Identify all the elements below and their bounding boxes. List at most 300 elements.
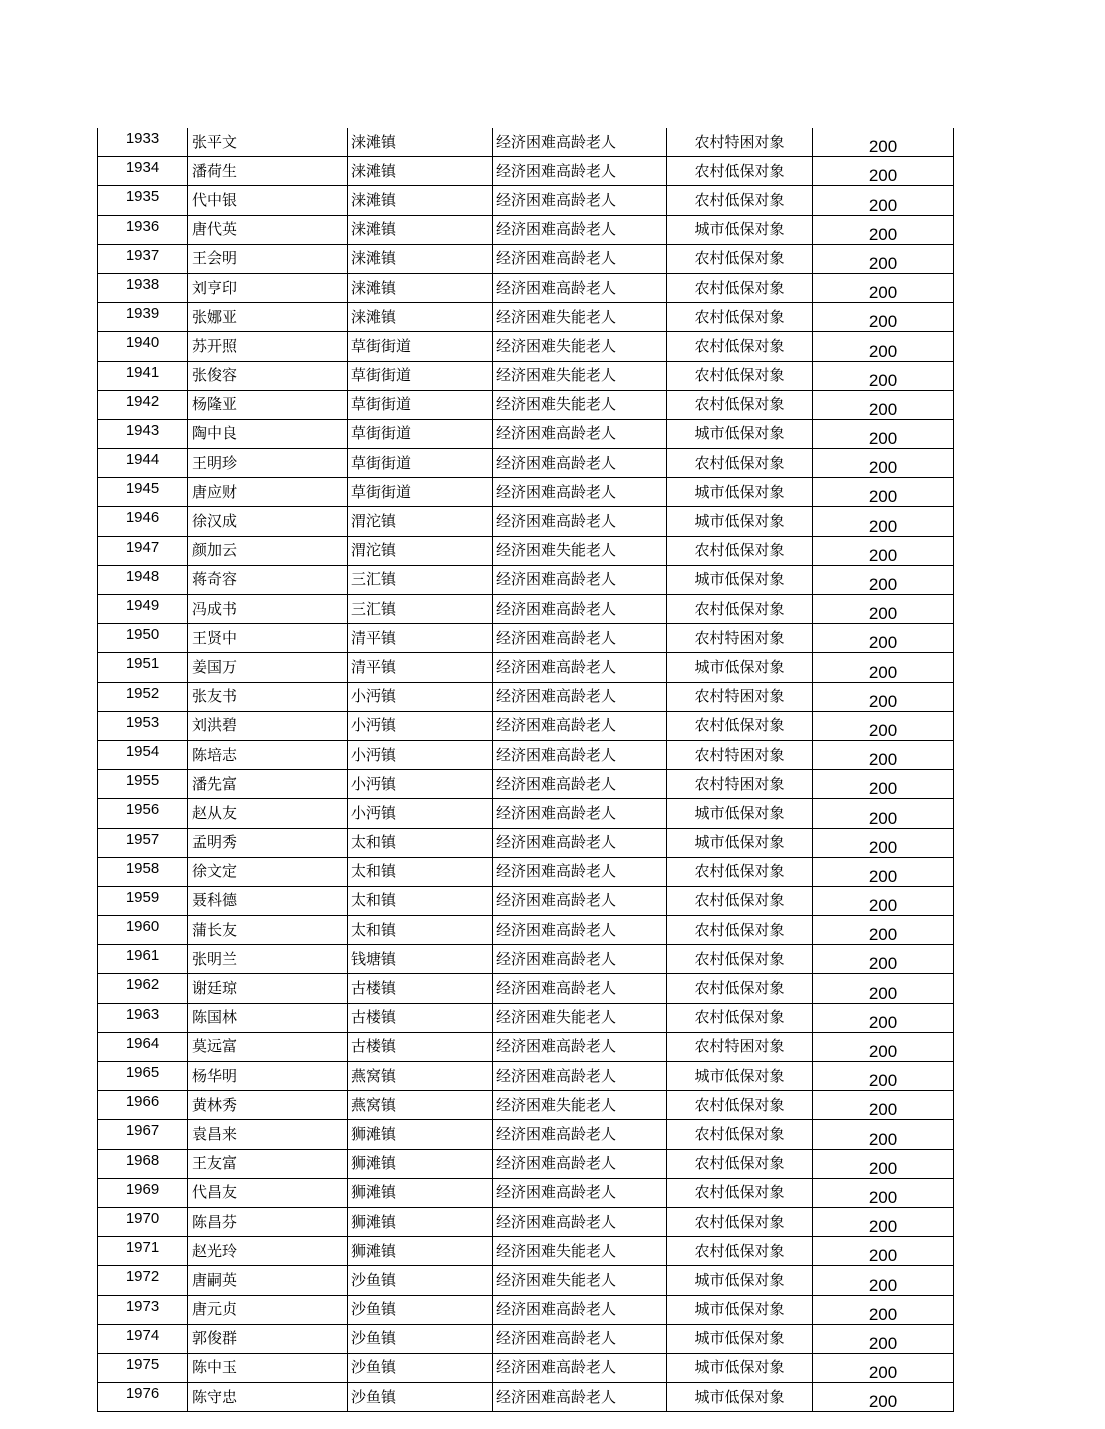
assistance-category-cell: 农村低保对象 xyxy=(667,1207,813,1236)
town-cell: 清平镇 xyxy=(348,624,493,653)
name-cell: 杨华明 xyxy=(188,1062,348,1091)
assistance-category-cell: 城市低保对象 xyxy=(667,419,813,448)
name-cell: 潘先富 xyxy=(188,770,348,799)
table-row xyxy=(98,390,954,419)
amount-cell: 200 xyxy=(813,1295,954,1324)
elder-type-cell: 经济困难高龄老人 xyxy=(493,682,667,711)
serial-number-cell: 1961 xyxy=(98,945,188,974)
table-row xyxy=(98,1266,954,1295)
assistance-category-cell: 农村低保对象 xyxy=(667,1003,813,1032)
table-row xyxy=(98,624,954,653)
assistance-category-cell: 城市低保对象 xyxy=(667,478,813,507)
elder-type-cell: 经济困难高龄老人 xyxy=(493,157,667,186)
elder-type-cell: 经济困难失能老人 xyxy=(493,1237,667,1266)
assistance-category-cell: 农村特困对象 xyxy=(667,128,813,157)
table-row xyxy=(98,1062,954,1091)
serial-number-cell: 1941 xyxy=(98,361,188,390)
table-row xyxy=(98,886,954,915)
table-row xyxy=(98,945,954,974)
name-cell: 陈守忠 xyxy=(188,1383,348,1412)
elder-type-cell: 经济困难高龄老人 xyxy=(493,478,667,507)
serial-number-cell: 1946 xyxy=(98,507,188,536)
elder-type-cell: 经济困难失能老人 xyxy=(493,1003,667,1032)
elder-type-cell: 经济困难高龄老人 xyxy=(493,1324,667,1353)
amount-cell: 200 xyxy=(813,244,954,273)
assistance-category-cell: 城市低保对象 xyxy=(667,653,813,682)
serial-number-cell: 1957 xyxy=(98,828,188,857)
table-row xyxy=(98,478,954,507)
name-cell: 张俊容 xyxy=(188,361,348,390)
name-cell: 谢廷琼 xyxy=(188,974,348,1003)
amount-cell: 200 xyxy=(813,332,954,361)
serial-number-cell: 1972 xyxy=(98,1266,188,1295)
amount-cell: 200 xyxy=(813,157,954,186)
table-row xyxy=(98,1353,954,1382)
serial-number-cell: 1955 xyxy=(98,770,188,799)
amount-cell: 200 xyxy=(813,1324,954,1353)
elder-type-cell: 经济困难高龄老人 xyxy=(493,624,667,653)
name-cell: 陈中玉 xyxy=(188,1353,348,1382)
table-row xyxy=(98,1178,954,1207)
table-row xyxy=(98,770,954,799)
elder-type-cell: 经济困难高龄老人 xyxy=(493,740,667,769)
elder-type-cell: 经济困难失能老人 xyxy=(493,1266,667,1295)
elder-type-cell: 经济困难高龄老人 xyxy=(493,1178,667,1207)
table-row xyxy=(98,1149,954,1178)
elder-type-cell: 经济困难高龄老人 xyxy=(493,653,667,682)
table-row xyxy=(98,916,954,945)
table-row xyxy=(98,244,954,273)
table-row xyxy=(98,128,954,157)
town-cell: 草街街道 xyxy=(348,332,493,361)
serial-number-cell: 1952 xyxy=(98,682,188,711)
elder-type-cell: 经济困难高龄老人 xyxy=(493,1295,667,1324)
name-cell: 杨隆亚 xyxy=(188,390,348,419)
amount-cell: 200 xyxy=(813,419,954,448)
name-cell: 冯成书 xyxy=(188,595,348,624)
amount-cell: 200 xyxy=(813,507,954,536)
name-cell: 颜加云 xyxy=(188,536,348,565)
elder-type-cell: 经济困难高龄老人 xyxy=(493,1032,667,1061)
town-cell: 小沔镇 xyxy=(348,682,493,711)
assistance-category-cell: 农村低保对象 xyxy=(667,536,813,565)
serial-number-cell: 1973 xyxy=(98,1295,188,1324)
amount-cell: 200 xyxy=(813,1091,954,1120)
town-cell: 三汇镇 xyxy=(348,565,493,594)
amount-cell: 200 xyxy=(813,916,954,945)
town-cell: 草街街道 xyxy=(348,390,493,419)
table-row xyxy=(98,799,954,828)
amount-cell: 200 xyxy=(813,536,954,565)
assistance-category-cell: 城市低保对象 xyxy=(667,1295,813,1324)
town-cell: 燕窝镇 xyxy=(348,1091,493,1120)
elder-type-cell: 经济困难失能老人 xyxy=(493,536,667,565)
elder-type-cell: 经济困难高龄老人 xyxy=(493,711,667,740)
serial-number-cell: 1935 xyxy=(98,186,188,215)
town-cell: 古楼镇 xyxy=(348,1032,493,1061)
amount-cell: 200 xyxy=(813,740,954,769)
name-cell: 陈培志 xyxy=(188,740,348,769)
serial-number-cell: 1968 xyxy=(98,1149,188,1178)
assistance-category-cell: 城市低保对象 xyxy=(667,1383,813,1412)
name-cell: 刘亨印 xyxy=(188,273,348,302)
serial-number-cell: 1945 xyxy=(98,478,188,507)
town-cell: 三汇镇 xyxy=(348,595,493,624)
name-cell: 蒋奇容 xyxy=(188,565,348,594)
assistance-category-cell: 农村低保对象 xyxy=(667,244,813,273)
name-cell: 聂科德 xyxy=(188,886,348,915)
table-row xyxy=(98,1091,954,1120)
amount-cell: 200 xyxy=(813,1178,954,1207)
table-row xyxy=(98,828,954,857)
serial-number-cell: 1937 xyxy=(98,244,188,273)
elder-type-cell: 经济困难失能老人 xyxy=(493,1091,667,1120)
serial-number-cell: 1942 xyxy=(98,390,188,419)
table-row xyxy=(98,1207,954,1236)
amount-cell: 200 xyxy=(813,303,954,332)
table-row xyxy=(98,536,954,565)
elder-type-cell: 经济困难高龄老人 xyxy=(493,595,667,624)
name-cell: 王会明 xyxy=(188,244,348,273)
assistance-category-cell: 农村低保对象 xyxy=(667,916,813,945)
name-cell: 唐应财 xyxy=(188,478,348,507)
town-cell: 涞滩镇 xyxy=(348,157,493,186)
name-cell: 代中银 xyxy=(188,186,348,215)
name-cell: 黄林秀 xyxy=(188,1091,348,1120)
serial-number-cell: 1947 xyxy=(98,536,188,565)
name-cell: 袁昌来 xyxy=(188,1120,348,1149)
town-cell: 太和镇 xyxy=(348,857,493,886)
serial-number-cell: 1965 xyxy=(98,1062,188,1091)
serial-number-cell: 1933 xyxy=(98,128,188,157)
amount-cell: 200 xyxy=(813,390,954,419)
serial-number-cell: 1971 xyxy=(98,1237,188,1266)
town-cell: 古楼镇 xyxy=(348,974,493,1003)
serial-number-cell: 1959 xyxy=(98,886,188,915)
elder-type-cell: 经济困难高龄老人 xyxy=(493,507,667,536)
table-row xyxy=(98,303,954,332)
elder-type-cell: 经济困难高龄老人 xyxy=(493,799,667,828)
elder-type-cell: 经济困难高龄老人 xyxy=(493,1062,667,1091)
town-cell: 小沔镇 xyxy=(348,799,493,828)
town-cell: 钱塘镇 xyxy=(348,945,493,974)
town-cell: 太和镇 xyxy=(348,886,493,915)
town-cell: 涞滩镇 xyxy=(348,128,493,157)
town-cell: 清平镇 xyxy=(348,653,493,682)
subsidy-table xyxy=(97,128,954,1412)
elder-type-cell: 经济困难高龄老人 xyxy=(493,1383,667,1412)
amount-cell: 200 xyxy=(813,1149,954,1178)
name-cell: 张明兰 xyxy=(188,945,348,974)
elder-type-cell: 经济困难失能老人 xyxy=(493,303,667,332)
serial-number-cell: 1954 xyxy=(98,740,188,769)
assistance-category-cell: 农村低保对象 xyxy=(667,1178,813,1207)
town-cell: 涞滩镇 xyxy=(348,303,493,332)
amount-cell: 200 xyxy=(813,1237,954,1266)
table-row xyxy=(98,449,954,478)
serial-number-cell: 1936 xyxy=(98,215,188,244)
name-cell: 陶中良 xyxy=(188,419,348,448)
assistance-category-cell: 农村低保对象 xyxy=(667,595,813,624)
name-cell: 唐嗣英 xyxy=(188,1266,348,1295)
table-row xyxy=(98,1032,954,1061)
name-cell: 孟明秀 xyxy=(188,828,348,857)
town-cell: 狮滩镇 xyxy=(348,1120,493,1149)
serial-number-cell: 1939 xyxy=(98,303,188,332)
assistance-category-cell: 城市低保对象 xyxy=(667,565,813,594)
elder-type-cell: 经济困难高龄老人 xyxy=(493,273,667,302)
town-cell: 狮滩镇 xyxy=(348,1178,493,1207)
town-cell: 涞滩镇 xyxy=(348,273,493,302)
name-cell: 赵从友 xyxy=(188,799,348,828)
table-row xyxy=(98,1120,954,1149)
assistance-category-cell: 农村低保对象 xyxy=(667,857,813,886)
serial-number-cell: 1974 xyxy=(98,1324,188,1353)
name-cell: 刘洪碧 xyxy=(188,711,348,740)
table-row xyxy=(98,273,954,302)
serial-number-cell: 1976 xyxy=(98,1383,188,1412)
amount-cell: 200 xyxy=(813,273,954,302)
elder-type-cell: 经济困难高龄老人 xyxy=(493,186,667,215)
elder-type-cell: 经济困难高龄老人 xyxy=(493,770,667,799)
table-row xyxy=(98,1295,954,1324)
name-cell: 莫远富 xyxy=(188,1032,348,1061)
elder-type-cell: 经济困难高龄老人 xyxy=(493,974,667,1003)
town-cell: 渭沱镇 xyxy=(348,536,493,565)
town-cell: 小沔镇 xyxy=(348,711,493,740)
amount-cell: 200 xyxy=(813,478,954,507)
elder-type-cell: 经济困难高龄老人 xyxy=(493,945,667,974)
assistance-category-cell: 农村低保对象 xyxy=(667,449,813,478)
amount-cell: 200 xyxy=(813,799,954,828)
assistance-category-cell: 农村低保对象 xyxy=(667,303,813,332)
name-cell: 唐代英 xyxy=(188,215,348,244)
elder-type-cell: 经济困难高龄老人 xyxy=(493,1120,667,1149)
amount-cell: 200 xyxy=(813,653,954,682)
town-cell: 沙鱼镇 xyxy=(348,1383,493,1412)
elder-type-cell: 经济困难高龄老人 xyxy=(493,828,667,857)
town-cell: 狮滩镇 xyxy=(348,1207,493,1236)
town-cell: 沙鱼镇 xyxy=(348,1353,493,1382)
elder-type-cell: 经济困难高龄老人 xyxy=(493,244,667,273)
serial-number-cell: 1970 xyxy=(98,1207,188,1236)
serial-number-cell: 1958 xyxy=(98,857,188,886)
serial-number-cell: 1967 xyxy=(98,1120,188,1149)
assistance-category-cell: 城市低保对象 xyxy=(667,507,813,536)
name-cell: 唐元贞 xyxy=(188,1295,348,1324)
serial-number-cell: 1962 xyxy=(98,974,188,1003)
assistance-category-cell: 农村特困对象 xyxy=(667,624,813,653)
town-cell: 草街街道 xyxy=(348,478,493,507)
name-cell: 陈国林 xyxy=(188,1003,348,1032)
name-cell: 苏开照 xyxy=(188,332,348,361)
assistance-category-cell: 农村低保对象 xyxy=(667,974,813,1003)
elder-type-cell: 经济困难高龄老人 xyxy=(493,449,667,478)
town-cell: 涞滩镇 xyxy=(348,244,493,273)
assistance-category-cell: 农村特困对象 xyxy=(667,770,813,799)
amount-cell: 200 xyxy=(813,128,954,157)
amount-cell: 200 xyxy=(813,1032,954,1061)
town-cell: 草街街道 xyxy=(348,361,493,390)
table-row xyxy=(98,332,954,361)
elder-type-cell: 经济困难高龄老人 xyxy=(493,886,667,915)
town-cell: 太和镇 xyxy=(348,828,493,857)
table-row xyxy=(98,711,954,740)
elder-type-cell: 经济困难高龄老人 xyxy=(493,1149,667,1178)
serial-number-cell: 1960 xyxy=(98,916,188,945)
elder-type-cell: 经济困难高龄老人 xyxy=(493,128,667,157)
amount-cell: 200 xyxy=(813,1120,954,1149)
amount-cell: 200 xyxy=(813,1353,954,1382)
table-row xyxy=(98,186,954,215)
assistance-category-cell: 城市低保对象 xyxy=(667,799,813,828)
assistance-category-cell: 农村低保对象 xyxy=(667,945,813,974)
assistance-category-cell: 农村特困对象 xyxy=(667,682,813,711)
town-cell: 涞滩镇 xyxy=(348,215,493,244)
elder-type-cell: 经济困难高龄老人 xyxy=(493,419,667,448)
amount-cell: 200 xyxy=(813,1062,954,1091)
table-row xyxy=(98,507,954,536)
assistance-category-cell: 农村特困对象 xyxy=(667,740,813,769)
elder-type-cell: 经济困难高龄老人 xyxy=(493,916,667,945)
town-cell: 涞滩镇 xyxy=(348,186,493,215)
amount-cell: 200 xyxy=(813,1266,954,1295)
assistance-category-cell: 城市低保对象 xyxy=(667,1062,813,1091)
town-cell: 沙鱼镇 xyxy=(348,1324,493,1353)
table-row xyxy=(98,682,954,711)
name-cell: 徐文定 xyxy=(188,857,348,886)
amount-cell: 200 xyxy=(813,215,954,244)
elder-type-cell: 经济困难高龄老人 xyxy=(493,1353,667,1382)
elder-type-cell: 经济困难高龄老人 xyxy=(493,215,667,244)
serial-number-cell: 1963 xyxy=(98,1003,188,1032)
name-cell: 赵光玲 xyxy=(188,1237,348,1266)
assistance-category-cell: 农村低保对象 xyxy=(667,1120,813,1149)
assistance-category-cell: 农村低保对象 xyxy=(667,711,813,740)
serial-number-cell: 1964 xyxy=(98,1032,188,1061)
table-row xyxy=(98,419,954,448)
town-cell: 沙鱼镇 xyxy=(348,1295,493,1324)
name-cell: 姜国万 xyxy=(188,653,348,682)
elder-type-cell: 经济困难高龄老人 xyxy=(493,1207,667,1236)
assistance-category-cell: 城市低保对象 xyxy=(667,1353,813,1382)
assistance-category-cell: 农村低保对象 xyxy=(667,1091,813,1120)
elder-type-cell: 经济困难高龄老人 xyxy=(493,565,667,594)
name-cell: 王友富 xyxy=(188,1149,348,1178)
table-row xyxy=(98,361,954,390)
assistance-category-cell: 城市低保对象 xyxy=(667,1266,813,1295)
serial-number-cell: 1951 xyxy=(98,653,188,682)
serial-number-cell: 1966 xyxy=(98,1091,188,1120)
elder-type-cell: 经济困难失能老人 xyxy=(493,361,667,390)
town-cell: 燕窝镇 xyxy=(348,1062,493,1091)
name-cell: 张友书 xyxy=(188,682,348,711)
serial-number-cell: 1944 xyxy=(98,449,188,478)
amount-cell: 200 xyxy=(813,974,954,1003)
amount-cell: 200 xyxy=(813,711,954,740)
town-cell: 沙鱼镇 xyxy=(348,1266,493,1295)
amount-cell: 200 xyxy=(813,565,954,594)
town-cell: 狮滩镇 xyxy=(348,1149,493,1178)
serial-number-cell: 1943 xyxy=(98,419,188,448)
town-cell: 草街街道 xyxy=(348,419,493,448)
town-cell: 小沔镇 xyxy=(348,770,493,799)
assistance-category-cell: 农村低保对象 xyxy=(667,273,813,302)
name-cell: 王贤中 xyxy=(188,624,348,653)
table-row xyxy=(98,595,954,624)
table-row xyxy=(98,1003,954,1032)
assistance-category-cell: 城市低保对象 xyxy=(667,215,813,244)
assistance-category-cell: 农村低保对象 xyxy=(667,332,813,361)
assistance-category-cell: 农村低保对象 xyxy=(667,361,813,390)
assistance-category-cell: 农村低保对象 xyxy=(667,1149,813,1178)
table-row xyxy=(98,215,954,244)
town-cell: 狮滩镇 xyxy=(348,1237,493,1266)
assistance-category-cell: 农村低保对象 xyxy=(667,1237,813,1266)
table-row xyxy=(98,157,954,186)
serial-number-cell: 1940 xyxy=(98,332,188,361)
table-row xyxy=(98,653,954,682)
name-cell: 郭俊群 xyxy=(188,1324,348,1353)
elder-type-cell: 经济困难高龄老人 xyxy=(493,857,667,886)
amount-cell: 200 xyxy=(813,857,954,886)
town-cell: 草街街道 xyxy=(348,449,493,478)
name-cell: 蒲长友 xyxy=(188,916,348,945)
serial-number-cell: 1956 xyxy=(98,799,188,828)
serial-number-cell: 1934 xyxy=(98,157,188,186)
amount-cell: 200 xyxy=(813,595,954,624)
name-cell: 王明珍 xyxy=(188,449,348,478)
town-cell: 古楼镇 xyxy=(348,1003,493,1032)
table-row xyxy=(98,1237,954,1266)
amount-cell: 200 xyxy=(813,1003,954,1032)
assistance-category-cell: 城市低保对象 xyxy=(667,828,813,857)
amount-cell: 200 xyxy=(813,682,954,711)
assistance-category-cell: 农村低保对象 xyxy=(667,186,813,215)
town-cell: 太和镇 xyxy=(348,916,493,945)
amount-cell: 200 xyxy=(813,186,954,215)
amount-cell: 200 xyxy=(813,945,954,974)
name-cell: 张平文 xyxy=(188,128,348,157)
name-cell: 代昌友 xyxy=(188,1178,348,1207)
serial-number-cell: 1975 xyxy=(98,1353,188,1382)
amount-cell: 200 xyxy=(813,1383,954,1412)
amount-cell: 200 xyxy=(813,828,954,857)
amount-cell: 200 xyxy=(813,886,954,915)
name-cell: 陈昌芬 xyxy=(188,1207,348,1236)
amount-cell: 200 xyxy=(813,624,954,653)
amount-cell: 200 xyxy=(813,361,954,390)
serial-number-cell: 1969 xyxy=(98,1178,188,1207)
assistance-category-cell: 农村低保对象 xyxy=(667,886,813,915)
table-body xyxy=(98,128,954,1412)
assistance-category-cell: 农村低保对象 xyxy=(667,157,813,186)
table-row xyxy=(98,1324,954,1353)
name-cell: 张娜亚 xyxy=(188,303,348,332)
table-row xyxy=(98,1383,954,1412)
amount-cell: 200 xyxy=(813,770,954,799)
serial-number-cell: 1953 xyxy=(98,711,188,740)
elder-type-cell: 经济困难失能老人 xyxy=(493,390,667,419)
name-cell: 徐汉成 xyxy=(188,507,348,536)
table-row xyxy=(98,740,954,769)
serial-number-cell: 1948 xyxy=(98,565,188,594)
assistance-category-cell: 城市低保对象 xyxy=(667,1324,813,1353)
elder-type-cell: 经济困难失能老人 xyxy=(493,332,667,361)
serial-number-cell: 1950 xyxy=(98,624,188,653)
town-cell: 渭沱镇 xyxy=(348,507,493,536)
amount-cell: 200 xyxy=(813,1207,954,1236)
